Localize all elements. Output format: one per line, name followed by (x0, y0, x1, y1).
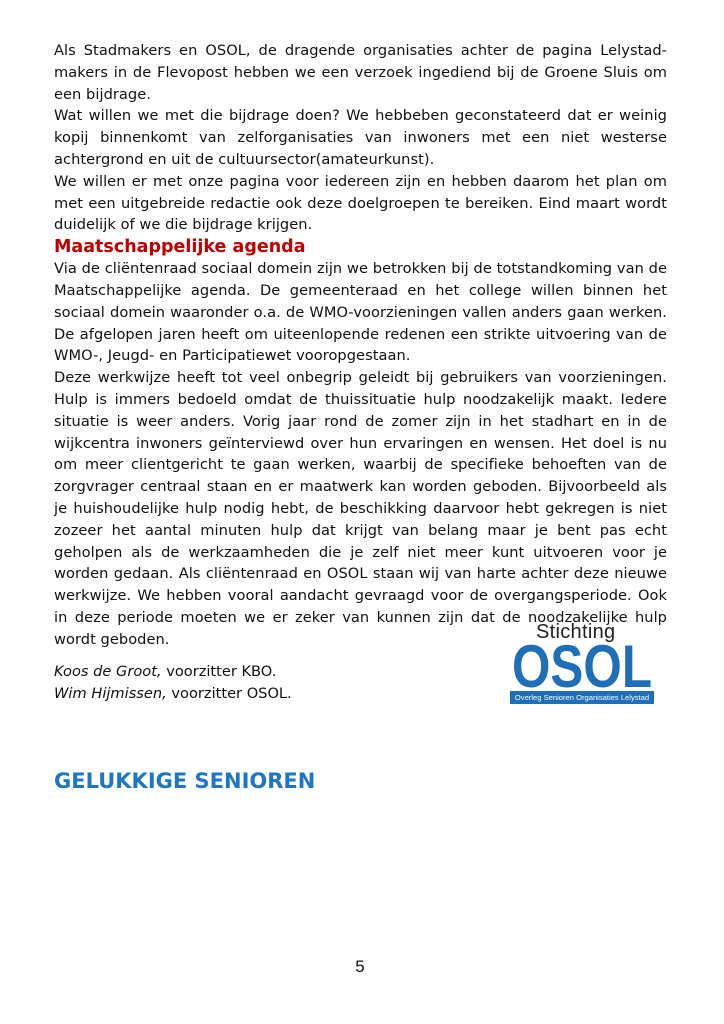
signature-role: voorzitter KBO. (161, 663, 277, 680)
section-title-gelukkige-senioren: GELUKKIGE SENIOREN (54, 769, 316, 793)
paragraph-lelystadmakers: Als Stadmakers en OSOL, de dragende organisaties achter de pagina Lelystad-makers in de Flevopost hebben we een verzoek ingediend bij de Groene Sluis om een bijdrage. (54, 42, 667, 103)
signature-name: Koos de Groot, (54, 663, 162, 680)
signature-name: Wim Hijmissen, (54, 684, 167, 702)
logo-top-text: Stichting (536, 621, 616, 643)
article-body (54, 40, 667, 651)
logo-main-text: OSOL (512, 641, 652, 691)
paragraph-werkwijze: Deze werkwijze heeft tot veel onbegrip geleidt bij gebruikers van voorzieningen. Hulp is immers bedoeld omdat de thuissituatie hulp noodzakelijk maakt. Iedere situatie is weer anders. Vorig jaar rond de zomer zijn in het stadhart en in de wijkcentra inwoners geïnterviewd over hun ervaringen en wensen. Het doel is nu om meer clientgericht te gaan werken, waarbij de specifieke behoeften van de zorgvrager centraal staan en er maatwerk kan worden geboden. Bijvoorbeeld als je huishoudelijke hulp nodig hebt, de beschikking daarvoor hebt gekregen is niet zozeer het aantal minuten hulp dat krijgt van belang maar je bent pas echt geholpen als de werkzaamheden die je zelf niet meer kunt uitvoeren voor je worden gedaan. Als cliëntenraad en OSOL staan wij van harte achter deze nieuwe werkwijze. We hebben vooral aandacht gevraagd voor de overgangsperiode. Ook in deze periode moeten we er zeker van kunnen zijn dat de noodzakelijke hulp wordt geboden. (54, 369, 667, 648)
section-heading-maatschappelijke-agenda: Maatschappelijke agenda (54, 237, 306, 258)
signature-line (54, 683, 454, 705)
paragraph-clientenraad: Via de cliëntenraad sociaal domein zijn we betrokken bij de totstandkoming van de Maatschappelijke agenda. De gemeenteraad en het college willen binnen het sociaal domein waaronder o.a. de WMO-voorzieningen vallen anders gaan werken. De afgelopen jaren heeft om uiteenlopende redenen een strikte uitvoering van de WMO-, Jeugd- en Participatiewet vooropgestaan. (54, 260, 667, 365)
paragraph-redactie-plan: We willen er met onze pagina voor iedereen zijn en hebben daarom het plan om met een uitgebreide redactie ook deze doelgroepen te bereiken. Eind maart wordt duidelijk of we die bijdrage krijgen. (54, 172, 667, 234)
signature-block (54, 661, 454, 705)
paragraph-bijdrage-doel: Wat willen we met die bijdrage doen? We hebbeben geconstateerd dat er weinig kopij binnenkomt van zelforganisaties van inwoners met een niet westerse achtergrond en uit de cultuursector(amateurkunst). (54, 107, 667, 168)
osol-logo (508, 621, 656, 705)
page-number: 5 (355, 957, 365, 976)
osol-wordmark-icon (508, 641, 656, 691)
signature-line (54, 661, 454, 683)
logo-sub-text: Overleg Senioren Organisaties Lelystad (510, 691, 654, 704)
signature-role: voorzitter OSOL. (166, 684, 292, 702)
